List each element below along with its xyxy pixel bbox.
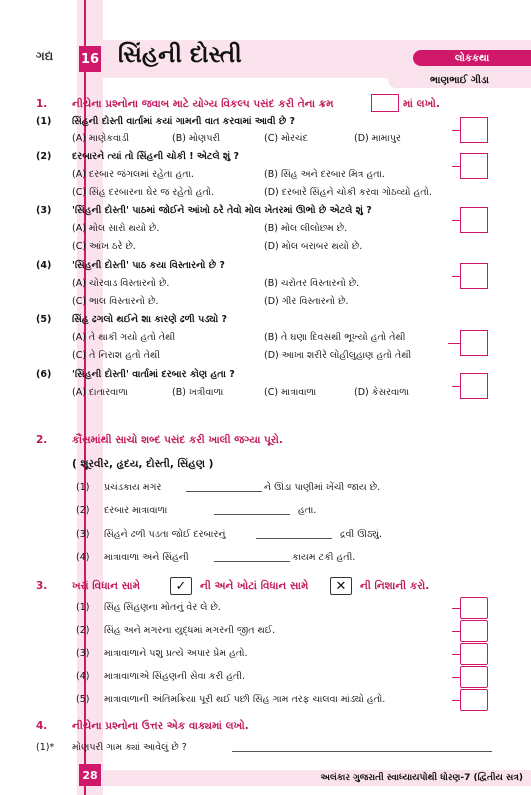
answer-dash: [452, 386, 460, 387]
option: (D) મામાપુર: [354, 133, 401, 144]
answer-box[interactable]: [460, 330, 488, 356]
option: (C) તે નિરાશ હતો તેથી: [72, 350, 160, 361]
blank-line[interactable]: [214, 514, 290, 515]
tick-cross-box[interactable]: [460, 620, 488, 642]
genre-badge: લોકકથા: [413, 50, 531, 66]
option: (D) કેસરવાળા: [354, 387, 410, 398]
answer-box[interactable]: [460, 373, 488, 399]
statement-text: માત્રાવાળાએ સિંહણની સેવા કરી હતી.: [104, 671, 246, 682]
option: (D) ગીર વિસ્તારનો છે.: [264, 296, 349, 307]
lesson-title: સિંહની દોસ્તી: [118, 42, 242, 68]
subject-label: ગદ્ય: [36, 49, 54, 63]
item-number: (5): [76, 694, 90, 705]
item-number: (2): [76, 625, 90, 636]
option: (B) ખત્રીવાળા: [172, 387, 224, 398]
answer-dash: [452, 130, 460, 131]
option: (C) ભાલ વિસ્તારનો છે.: [72, 296, 159, 307]
option: (C) સિંહ દરબારના ઘેર જ રહેતો હતો.: [72, 187, 215, 198]
section-2-instruction: કૌંસમાંથી સાચો શબ્દ પસંદ કરી ખાલી જગ્યા પૂરો.: [72, 434, 283, 446]
blank-sentence-start: માત્રાવાળા અને સિંહની: [104, 552, 189, 563]
item-number: (2): [76, 505, 90, 516]
statement-text: માત્રાવાળાને પશુ પ્રત્યે અપાર પ્રેમ હતો.: [104, 648, 248, 659]
answer-dash: [452, 631, 460, 632]
option: (D) દરબારે સિંહને ચોકી કરવા ગોઠવ્યો હતો.: [264, 187, 432, 198]
item-number: (4): [76, 671, 90, 682]
question-number: (3): [36, 205, 52, 216]
answer-dash: [452, 700, 460, 701]
option: (A) દરબાર જંગલમાં રહેતા હતા.: [72, 169, 194, 180]
blank-sentence-start: દરબાર માત્રાવાળા: [104, 505, 168, 516]
tick-cross-box[interactable]: [460, 643, 488, 665]
question-number: (1): [36, 116, 52, 127]
question-text: સિંહ ઢગલો થઈને શા કારણે ઢળી પડ્યો ?: [72, 314, 228, 325]
section-3-number: 3.: [36, 580, 48, 592]
page-number: 28: [79, 764, 101, 786]
option: (B) ચરોતર વિસ્તારનો છે.: [264, 278, 360, 289]
option: (A) માણેકવાડી: [72, 133, 130, 144]
answer-box[interactable]: [460, 207, 488, 233]
option: (C) મોરચંદ: [264, 133, 308, 144]
question-number: (2): [36, 151, 52, 162]
blank-sentence-start: સિંહને ઢળી પડતા જોઈ દરબારનું: [104, 529, 226, 540]
question-text: દરબારને ત્યાં તો સિંહની ચોકી ! એટલે શું ?: [72, 151, 240, 162]
question-text: 'સિંહની દોસ્તી' પાઠમાં જોઈને આંખો ઠરે તેવો મોલ ખેતરમાં ઊભો છે એટલે શું ?: [72, 205, 372, 216]
option: (A) ચોરવાડ વિસ્તારનો છે.: [72, 278, 170, 289]
option: (A) મોલ સારો થયો છે.: [72, 223, 160, 234]
answer-box[interactable]: [460, 263, 488, 289]
answer-dash: [452, 220, 460, 221]
section-3-instruction-end: ની નિશાની કરો.: [360, 580, 430, 592]
statement-text: માત્રાવાળાની અંતિમક્રિયા પૂરી થઈ પછી સિંહ ગામ તરફ ચાલવા માંડ્યો હતો.: [104, 694, 386, 705]
blank-line[interactable]: [186, 491, 262, 492]
blank-sentence-end: ને ઊંડા પાણીમાં ખેંચી જાય છે.: [264, 482, 381, 493]
blank-sentence-end: દ્રવી ઊઠ્યું.: [340, 529, 383, 540]
option: (B) તે ઘણા દિવસથી ભૂખ્યો હતો તેથી: [264, 332, 406, 343]
blank-line[interactable]: [256, 538, 332, 539]
item-number: (3): [76, 648, 90, 659]
question-text: 'સિંહની દોસ્તી' વાર્તામાં દરબાર કોણ હતા ?: [72, 369, 235, 380]
item-number: (4): [76, 552, 90, 563]
answer-box[interactable]: [460, 117, 488, 143]
word-bank: ( શૂરવીર, હૃદય, દોસ્તી, સિંહણ ): [72, 458, 214, 470]
statement-text: સિંહ સિંહણના મોતનું વેર લે છે.: [104, 602, 221, 613]
item-number: (1): [76, 482, 90, 493]
section-1-instruction: નીચેના પ્રશ્નોના જવાબ માટે યોગ્ય વિકલ્પ પસંદ કરી તેના ક્રમ: [72, 98, 334, 110]
blank-sentence-start: પ્રચંડકાય મગર: [104, 482, 162, 493]
section-4-number: 4.: [36, 720, 48, 732]
instruction-sample-box: [371, 94, 399, 112]
section-3-instruction: ખરાં વિધાન સામે: [72, 580, 141, 592]
option: (C) આંખ ઠરે છે.: [72, 241, 136, 252]
question-text: સિંહની દોસ્તી વાર્તામાં કયાં ગામની વાત કરવામાં આવી છે ?: [72, 116, 296, 127]
section-1-number: 1.: [36, 98, 48, 110]
answer-box[interactable]: [460, 153, 488, 179]
answer-dash: [452, 677, 460, 678]
question-text: 'સિંહની દોસ્તી' પાઠ કયા વિસ્તારનો છે ?: [72, 260, 225, 271]
section-1-instruction-end: માં લખો.: [403, 98, 440, 110]
option: (C) માત્રાવાળા: [264, 387, 317, 398]
item-number: (1): [76, 602, 90, 613]
blank-line[interactable]: [214, 561, 290, 562]
question-number: (5): [36, 314, 52, 325]
answer-dash: [452, 654, 460, 655]
tick-cross-box[interactable]: [460, 597, 488, 619]
question-text: મોણપરી ગામ ક્યાં આવેલું છે ?: [72, 742, 187, 753]
question-number: (6): [36, 369, 52, 380]
statement-text: સિંહ અને મગરના યુદ્ધમાં મગરની જીત થઈ.: [104, 625, 276, 636]
tick-cross-box[interactable]: [460, 666, 488, 688]
item-number: (3): [76, 529, 90, 540]
blank-sentence-end: કાયમ ટકી હતી.: [292, 552, 356, 563]
option: (D) મોલ બરાબર થયો છે.: [264, 241, 363, 252]
option: (B) મોલ લીલોછમ છે.: [264, 223, 348, 234]
answer-dash: [452, 166, 460, 167]
section-4-instruction: નીચેના પ્રશ્નોના ઉત્તર એક વાક્યમાં લખો.: [72, 720, 249, 732]
book-title: અલંકાર ગુજરાતી સ્વાધ્યાયપોથી ધોરણ-7 (દ્વિતીય સત્ર): [320, 773, 523, 783]
option: (B) સિંહ અને દરબાર મિત્ર હતા.: [264, 169, 385, 180]
option: (A) તે થાકી ગયો હતો તેથી: [72, 332, 176, 343]
lesson-number: 16: [79, 46, 101, 72]
author-badge: ભાણભાઈ ગીડા: [388, 72, 531, 88]
item-number: (1)*: [36, 742, 55, 753]
section-2-number: 2.: [36, 434, 48, 446]
tick-cross-box[interactable]: [460, 689, 488, 711]
answer-dash: [452, 608, 460, 609]
blank-sentence-end: હતા.: [298, 505, 317, 516]
option: (A) દાતારવાળા: [72, 387, 129, 398]
option: (B) મોણપરી: [172, 133, 221, 144]
answer-dash: [448, 343, 460, 344]
cross-icon: ✕: [330, 577, 352, 595]
section-3-instruction-mid: ની અને ખોટાં વિધાન સામે: [200, 580, 309, 592]
option: (D) આખા શરીરે લોહીલુહાણ હતો તેથી: [264, 350, 412, 361]
tick-icon: ✓: [170, 577, 192, 595]
question-number: (4): [36, 260, 52, 271]
answer-dash: [452, 276, 460, 277]
answer-line[interactable]: [232, 751, 492, 752]
